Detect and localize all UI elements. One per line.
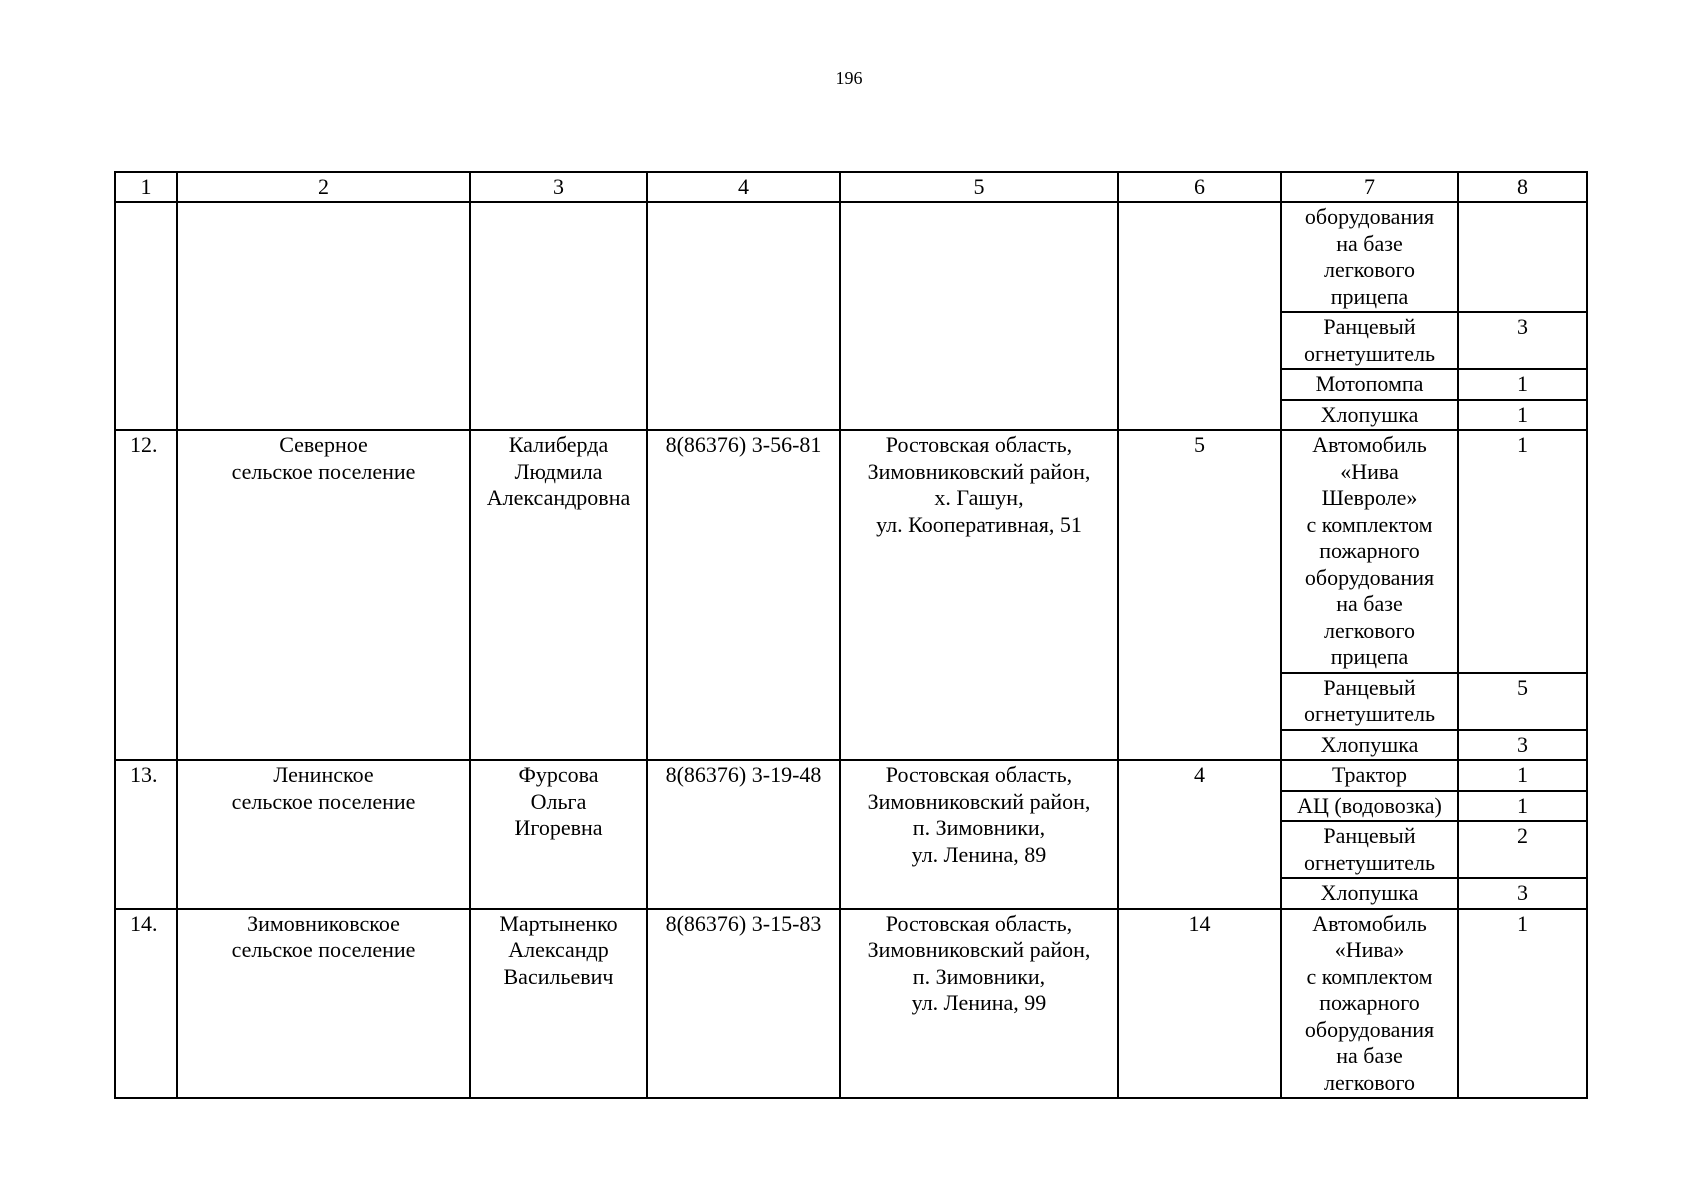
phone-number: 8(86376) 3-19-48	[647, 760, 840, 909]
settlement-name: Северное сельское поселение	[177, 430, 470, 760]
equipment-quantity: 1	[1458, 760, 1587, 791]
empty-cell	[647, 202, 840, 430]
equipment-quantity: 1	[1458, 909, 1587, 1099]
equipment-name: Автомобиль «Нива» с комплектом пожарного оборудования на базе легкового	[1281, 909, 1458, 1099]
column-number-3: 3	[470, 172, 647, 202]
column-number-5: 5	[840, 172, 1118, 202]
empty-cell	[1118, 202, 1281, 430]
equipment-table	[114, 171, 1588, 1099]
address: Ростовская область, Зимовниковский район, п. Зимовники, ул. Ленина, 99	[840, 909, 1118, 1099]
column-number-8: 8	[1458, 172, 1587, 202]
row-number: 14.	[115, 909, 177, 1099]
equipment-quantity: 1	[1458, 400, 1587, 431]
phone-number: 8(86376) 3-56-81	[647, 430, 840, 760]
equipment-quantity: 1	[1458, 430, 1587, 673]
equipment-name: Мотопомпа	[1281, 369, 1458, 400]
table-row	[115, 430, 1587, 673]
equipment-name: АЦ (водовозка)	[1281, 791, 1458, 822]
equipment-name: Ранцевый огнетушитель	[1281, 673, 1458, 730]
equipment-quantity	[1458, 202, 1587, 312]
table-row	[115, 760, 1587, 791]
equipment-name: Хлопушка	[1281, 400, 1458, 431]
equipment-quantity: 2	[1458, 821, 1587, 878]
equipment-name: Трактор	[1281, 760, 1458, 791]
responsible-person: Фурсова Ольга Игоревна	[470, 760, 647, 909]
column-number-2: 2	[177, 172, 470, 202]
table-row	[115, 202, 1587, 312]
equipment-quantity: 5	[1458, 673, 1587, 730]
empty-cell	[177, 202, 470, 430]
column-number-4: 4	[647, 172, 840, 202]
people-count: 5	[1118, 430, 1281, 760]
address: Ростовская область, Зимовниковский район, п. Зимовники, ул. Ленина, 89	[840, 760, 1118, 909]
column-number-1: 1	[115, 172, 177, 202]
equipment-name: Ранцевый огнетушитель	[1281, 312, 1458, 369]
equipment-name: оборудования на базе легкового прицепа	[1281, 202, 1458, 312]
equipment-quantity: 3	[1458, 730, 1587, 761]
equipment-quantity: 1	[1458, 791, 1587, 822]
equipment-name: Хлопушка	[1281, 730, 1458, 761]
column-number-6: 6	[1118, 172, 1281, 202]
header-row	[115, 172, 1587, 202]
responsible-person: Калиберда Людмила Александровна	[470, 430, 647, 760]
equipment-name: Хлопушка	[1281, 878, 1458, 909]
equipment-quantity: 3	[1458, 312, 1587, 369]
phone-number: 8(86376) 3-15-83	[647, 909, 840, 1099]
row-number: 12.	[115, 430, 177, 760]
empty-cell	[115, 202, 177, 430]
row-number: 13.	[115, 760, 177, 909]
settlement-name: Зимовниковское сельское поселение	[177, 909, 470, 1099]
equipment-quantity: 1	[1458, 369, 1587, 400]
equipment-name: Автомобиль «Нива Шевроле» с комплектом пожарного оборудования на базе легкового прицепа	[1281, 430, 1458, 673]
equipment-name: Ранцевый огнетушитель	[1281, 821, 1458, 878]
table-row	[115, 909, 1587, 1099]
empty-cell	[840, 202, 1118, 430]
people-count: 14	[1118, 909, 1281, 1099]
address: Ростовская область, Зимовниковский район, х. Гашун, ул. Кооперативная, 51	[840, 430, 1118, 760]
empty-cell	[470, 202, 647, 430]
people-count: 4	[1118, 760, 1281, 909]
column-number-7: 7	[1281, 172, 1458, 202]
settlement-name: Ленинское сельское поселение	[177, 760, 470, 909]
responsible-person: Мартыненко Александр Васильевич	[470, 909, 647, 1099]
equipment-quantity: 3	[1458, 878, 1587, 909]
page-number: 196	[835, 68, 863, 88]
